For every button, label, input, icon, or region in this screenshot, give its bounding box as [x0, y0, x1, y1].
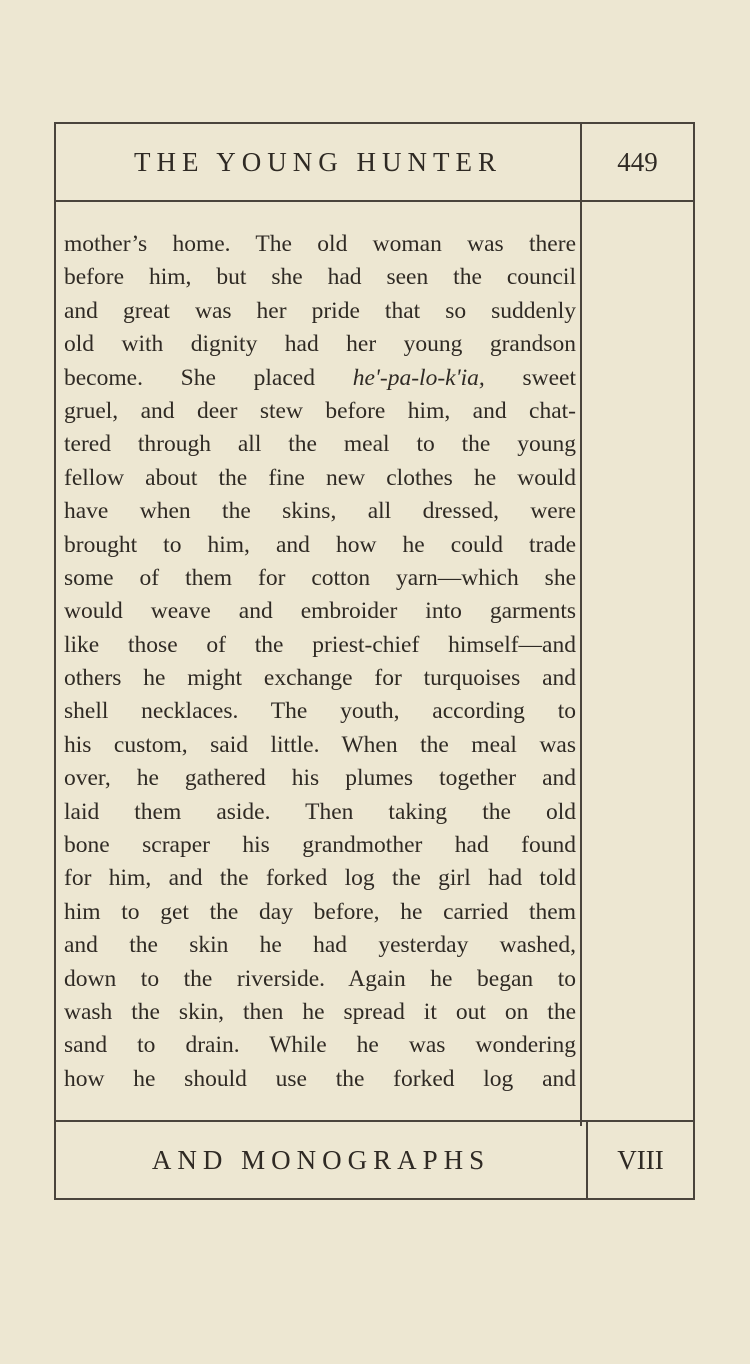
- text-line-with-italic: [64, 362, 576, 395]
- text-line: have when the skins, all dressed, were: [64, 498, 576, 525]
- body-row: [56, 200, 693, 1126]
- text-line: fellow about the fine new clothes he would: [64, 464, 576, 491]
- text-line: others he might exchange for turquoises and: [64, 665, 576, 692]
- text-line: wash the skin, then he spread it out on the: [64, 998, 576, 1025]
- text-line: mother’s home. The old woman was there: [64, 231, 576, 257]
- text-line: sand to drain. While he was wondering: [64, 1032, 576, 1059]
- page-frame: [54, 122, 695, 1200]
- text-line: how he should use the forked log and: [64, 1065, 576, 1092]
- text-line: and the skin he had yesterday washed,: [64, 932, 576, 959]
- page-header: [56, 124, 693, 202]
- text-line: gruel, and deer stew before him, and chat-: [64, 397, 576, 424]
- text-line: and great was her pride that so suddenly: [64, 297, 576, 324]
- text-line: over, he gathered his plumes together and: [64, 765, 576, 792]
- text-line: his custom, said little. When the meal was: [64, 731, 576, 758]
- text-line: him to get the day before, he carried them: [64, 898, 576, 925]
- text-line: would weave and embroider into garments: [64, 598, 576, 625]
- line-text-after: sweet: [484, 364, 576, 391]
- text-line: old with dignity had her young grandson: [64, 331, 576, 358]
- text-line: some of them for cotton yarn—which she: [64, 564, 576, 591]
- text-line: shell necklaces. The youth, according to: [64, 698, 576, 725]
- margin-column: [582, 200, 693, 1126]
- text-line: laid them aside. Then taking the old: [64, 798, 576, 825]
- running-title: THE YOUNG HUNTER: [56, 124, 582, 200]
- page-footer: [56, 1120, 693, 1198]
- text-line: tered through all the meal to the young: [64, 431, 576, 458]
- text-line: bone scraper his grandmother had found: [64, 832, 576, 859]
- series-title: AND MONOGRAPHS: [56, 1122, 588, 1198]
- line-text-before: become. She placed: [64, 364, 353, 391]
- page-number: 449: [617, 146, 658, 177]
- volume-number: VIII: [617, 1144, 664, 1175]
- text-line: down to the riverside. Again he began to: [64, 965, 576, 992]
- text-line: brought to him, and how he could trade: [64, 531, 576, 558]
- text-column: [56, 200, 582, 1126]
- text-line: for him, and the forked log the girl had told: [64, 865, 576, 892]
- text-line: like those of the priest-chief himself—and: [64, 631, 576, 658]
- text-line: before him, but she had seen the council: [64, 264, 576, 291]
- zuni-word: he'-pa-lo-k'ia,: [352, 364, 485, 391]
